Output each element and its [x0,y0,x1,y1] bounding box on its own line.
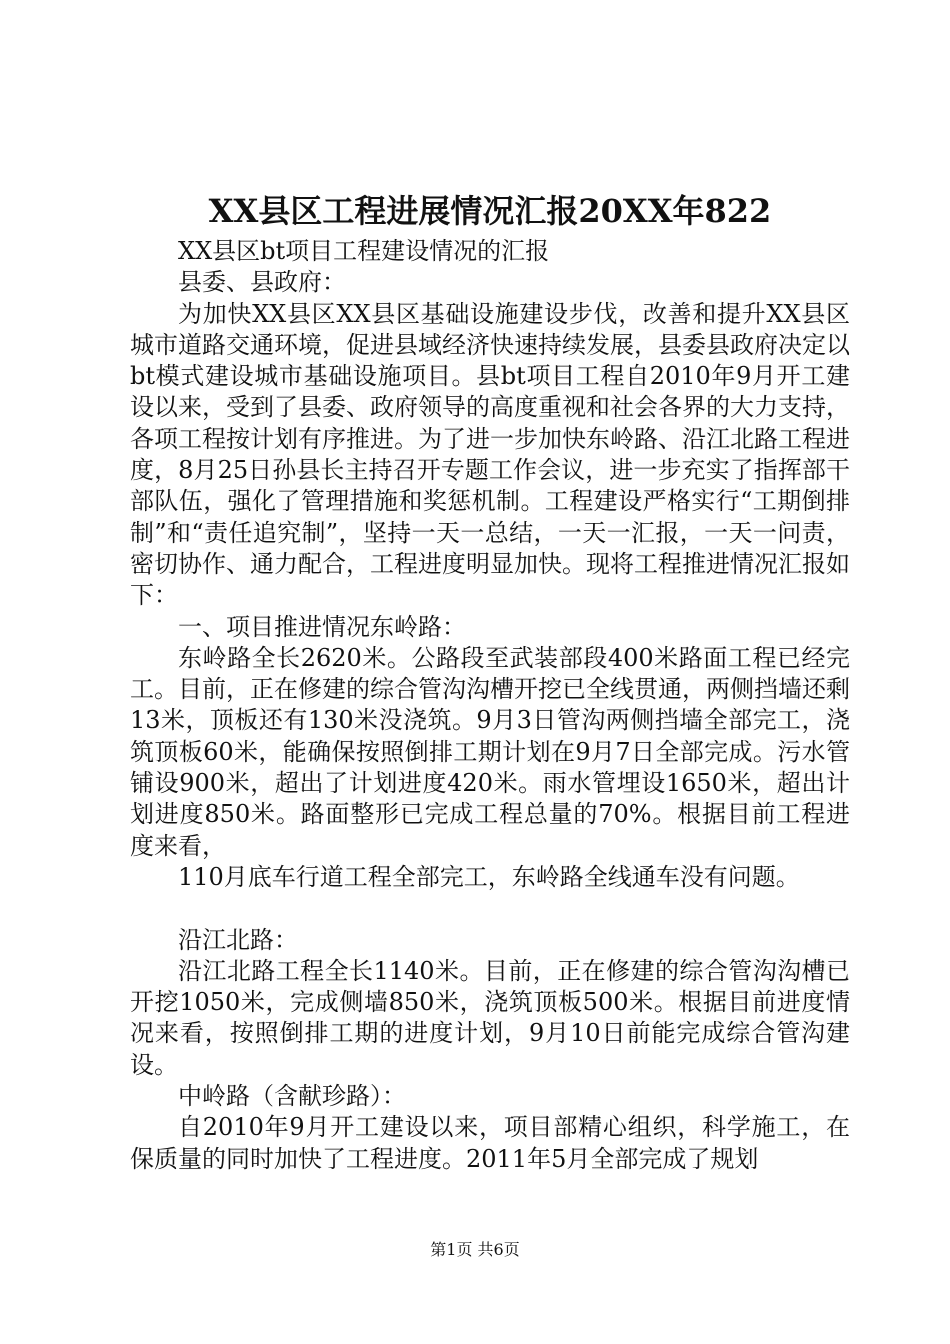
zhongling-road-heading: 中岭路（含献珍路）： [178,1082,406,1111]
yanjiang-road-heading: 沿江北路： [178,925,298,954]
yanjiang-road-paragraph: 沿江北路工程全长1140米。目前，正在修建的综合管沟沟槽已开挖1050米，完成侧墙850米，浇筑顶板500米。根据目前进度情况来看，按照倒排工期的进度计划，9月10日前能完成综合管沟建设。 [130,956,850,1079]
intro-paragraph: 为加快XX县区XX县区基础设施建设步伐，改善和提升XX县区城市道路交通环境，促进县域经济快速持续发展，县委县政府决定以bt模式建设城市基础设施项目。县bt项目工程自2010年9月开工建设以来，受到了县委、政府领导的高度重视和社会各界的大力支持，各项工程按计划有序推进。为了进一步加快东岭路、沿江北路工程进度，8月25日孙县长主持召开专题工作会议，进一步充实了指挥部干部队伍，强化了管理措施和奖惩机制。工程建设严格实行“工期倒排制”和“责任追究制”，坚持一天一总结，一天一汇报，一天一问责，密切协作、通力配合，工程进度明显加快。现将工程推进情况汇报如下： [130,299,850,610]
salutation-paragraph: 县委、县政府： [178,268,346,297]
blank-line [130,893,850,924]
document-page [130,186,850,1175]
page-footer: 第1页 共6页 [430,1240,520,1259]
dongling-road-conclusion: 110月底车行道工程全部完工，东岭路全线通车没有问题。 [178,862,800,891]
zhongling-road-paragraph: 自2010年9月开工建设以来，项目部精心组织，科学施工，在保质量的同时加快了工程进度。2011年5月全部完成了规划 [130,1113,850,1173]
document-title: XX县区工程进展情况汇报20XX年822 [208,192,772,230]
section-heading: 一、项目推进情况东岭路： [178,612,466,641]
dongling-road-paragraph: 东岭路全长2620米。公路段至武装部段400米路面工程已经完工。目前，正在修建的综合管沟沟槽开挖已全线贯通，两侧挡墙还剩13米，顶板还有130米没浇筑。9月3日管沟两侧挡墙全部完工，浇筑顶板60米，能确保按照倒排工期计划在9月7日全部完成。污水管铺设900米，超出了计划进度420米。雨水管埋设1650米，超出计划进度850米。路面整形已完成工程总量的70%。根据目前工程进度来看， [130,643,850,860]
subtitle-paragraph: XX县区bt项目工程建设情况的汇报 [178,237,550,265]
